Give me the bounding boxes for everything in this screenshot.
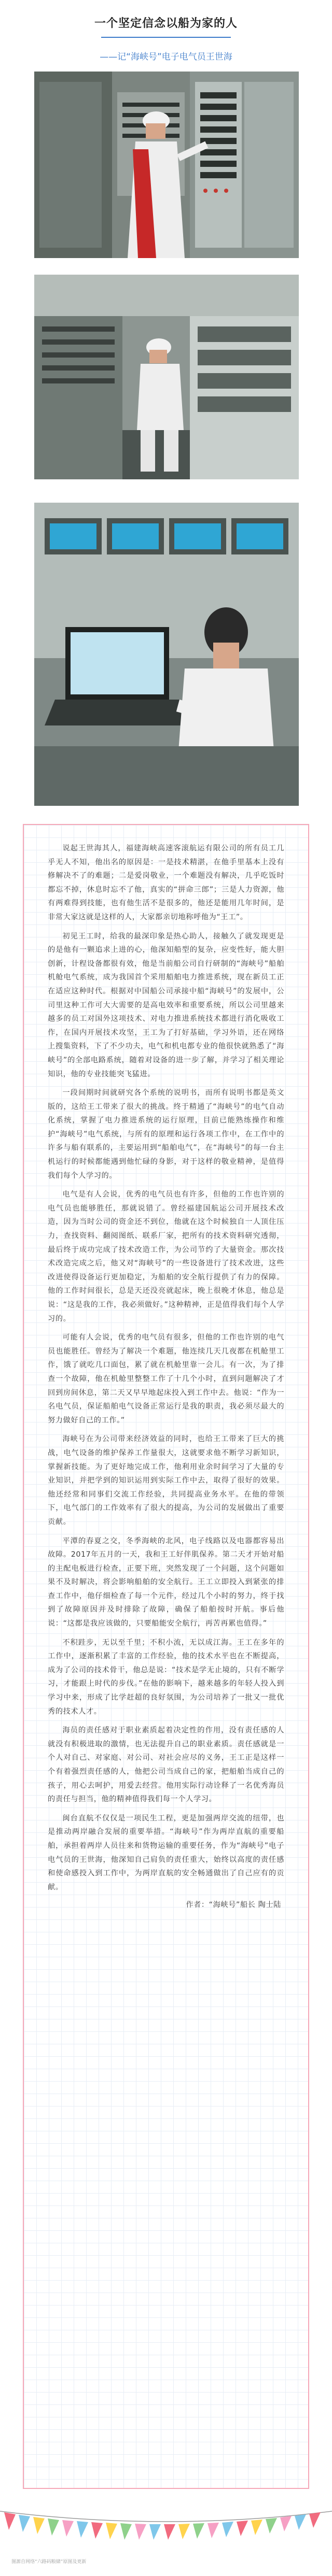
paragraph: 海峡号在为公司带来经济效益的同时，也给王工带来了巨大的挑战，电气设备的维护保养工作量很大，这就要求他不断学习新知识，掌握新技能。为了更好地完成工作，他利用业余时间学习了大量的专业知识，并把学到的知识运用到实际工作中去，取得了很好的效果。他还经常和同事们交流工作经验，共同提高业务水平。在他的带领下，电气部门的工作效率有了很大的提高，为公司的发展做出了重要贡献。 <box>48 1435 284 1526</box>
paragraph: 海员的责任感对于职业素质起着决定性的作用，没有责任感的人就没有积极进取的激情，也无法提升自己的职业素质。责任感就是一个人对自己、对家庭、对公司、对社会应尽的义务，王工正是这样一个有着强烈责任感的人，他把公司当成自己的家，把船舶当成自己的孩子，用心去呵护，用爱去经营。他用实际行动诠释了一名优秀海员的责任与担当，他的精神值得我们每一个人学习。 <box>48 1726 284 1804</box>
source-note: 图源自网络“六路码粮储”原图及更新 <box>11 2559 87 2565</box>
paragraph: 可能有人会说，优秀的电气员有很多，但他的工作也许别的电气员也能胜任。曾经为了解决一个难题，他连续几天几夜都在机舱里工作，饿了就吃几口面包，累了就在机舱里靠一会儿。有一次，为了排查一个故障，他在机舱里整整工作了十几个小时，直到问题解决了才回到房间休息，第二天又早早地起床投入到工作中去。他说：“作为一名电气员，保证船舶电气设备正常运行是我的职责，我必须尽最大的努力做好自己的工作。” <box>48 1333 284 1425</box>
photo-control-room <box>34 275 299 479</box>
paragraph: 初见王工时，给我的最深印象是热心助人，接触久了就发现更是的是他有一颗追求上进的心，他深知船型的复杂，应变性好，能大胆创新，计程设备都很有效，他是当前船公司自行研制的“海峡号”船舶机舱电气系统，成为我国首个采用船舶电力推进系统，现在新员工正在适应这种时代。根据对中国船公司承接中船“海峡号”的发展中，公司里这种工作可大大需要的是高电效率和重要系统，所以公司里越来越多的员工对国外这项技术、对电力推进系统技术都进行消化吸收工作，在国内开展技术攻坚，王工为了打好基础，学习外语，还在网络上搜集资料，下了不少功夫，电气和机电都专业的他很快就熟悉了“海峡号”的全部电路系统，随着对设备的进一步了解，并学习了相关理论知识，他的专业技能突飞猛进。 <box>48 932 284 1078</box>
paragraph: 闽台直航不仅仅是一项民生工程，更是加强两岸交流的纽带，也是推动两岸融合发展的重要举措。“海峡号”作为两岸直航的重要船舶，承担着两岸人员往来和货物运输的重要任务，作为“海峡号”电子电气员的王世海，他深知自己肩负的责任重大，始终以高度的责任感和使命感投入到工作中，为两岸直航的安全畅通做出了自己应有的贡献。 <box>48 1814 284 1891</box>
article-subtitle: ——记“海峡号”电子电气员王世海 <box>100 52 232 62</box>
title-underline <box>101 37 231 38</box>
author-signature: 作者：“海峡号”船长 陶士陆 <box>186 1901 281 1910</box>
paragraph: 不积跬步，无以至千里；不积小流，无以成江海。王工在多年的工作中，逐渐积累了丰富的工作经验，他的技术水平也在不断提高，成为了公司的技术骨干，他总是说：“技术是学无止境的，只有不断学习，才能跟上时代的步伐。”在他的影响下，越来越多的年轻人投入到学习中来，形成了比学赶超的良好氛围，为公司培养了一批又一批优秀的技术人才。 <box>48 1638 284 1716</box>
title-block <box>0 0 332 62</box>
bunting-decoration <box>0 2506 332 2553</box>
photo-electrical-cabinet <box>34 72 299 258</box>
article-title: 一个坚定信念以船为家的人 <box>94 17 238 30</box>
paragraph: 说起王世海其人，福建海峡高速客滚航运有限公司的所有员工几乎无人不知，他出名的原因是：一是技术精湛，在他手里基本上没有修解决不了的难题；二是爱岗敬业，一个难题没有解决，几乎吃饭时都忘不掉，休息时忘不了他，真实的“拼命三郎”；三是人力资源，他有两难得到技能，也有他生活不是很多的，他还是能用几年时间，是非常大家这就是这样的人，大家都亲切地称呼他为“王工”。 <box>48 844 284 921</box>
paragraph: 电气是有人会说，优秀的电气员也有许多，但他的工作也许别的电气员也能够胜任，那就说错了。曾经福建国航运公司开展技术改造，因为当时公司的资金还不到位，他就在这个时候独自一人顶住压力，查找资料、翻阅图纸、联系厂家，把所有的技术资料研究透彻，最后终于成功完成了技术改造工作，为公司节约了大量资金。那次技术改造完成之后，他又对“海峡号”的一些设备进行了技术改进，这些改进使得设备运行更加稳定，为船舶的安全航行提供了有力的保障。他的工作时间很长，总是天还没亮就起床，晚上很晚才休息，他总是说：“这是我的工作，我必须做好。”这种精神，正是值得我们每个人学习的。 <box>48 1190 284 1323</box>
article-text-frame <box>23 824 309 2489</box>
article-body <box>24 825 308 1910</box>
paragraph: 平潭的春夏之交，冬季海峡的北风，电子线路以及电器都容易出故障。2017年五月的一天，我和王工好伴肌保养。第二天才开始对船的主配电板进行检查，正要下班，突然发现了一个问题，这个问题如果不及时解决，将会影响船舶的安全航行。王工立即投入到紧张的排查工作中，他仔细检查了每一个元件，经过几个小时的努力，终于找到了故障原因并及时排除了故障，确保了船舶按时开航。事后他说：“这都是我应该做的，只要船能安全航行，再苦再累也值得。” <box>48 1536 284 1628</box>
paragraph: 一段间期时间就研究各个系统的说明书，而所有说明书都是英文版的，这给王工带来了很大的挑战。终于精通了“海峡号”的电气自动化系统，掌握了电力推进系统的运行原理，目前已能熟练操作和维护“海峡号”电气系统，与所有的原理和运行各项工作中，在工作中的许多与船有联系的，主要运用到“船舶电气”，在“海峡号”的每一台主机运行的时候都能遇到他忙碌的身影，对于这样的敬业精神，是值得我们每个人学习的。 <box>48 1089 284 1180</box>
photo-laptop-desk <box>34 503 299 806</box>
